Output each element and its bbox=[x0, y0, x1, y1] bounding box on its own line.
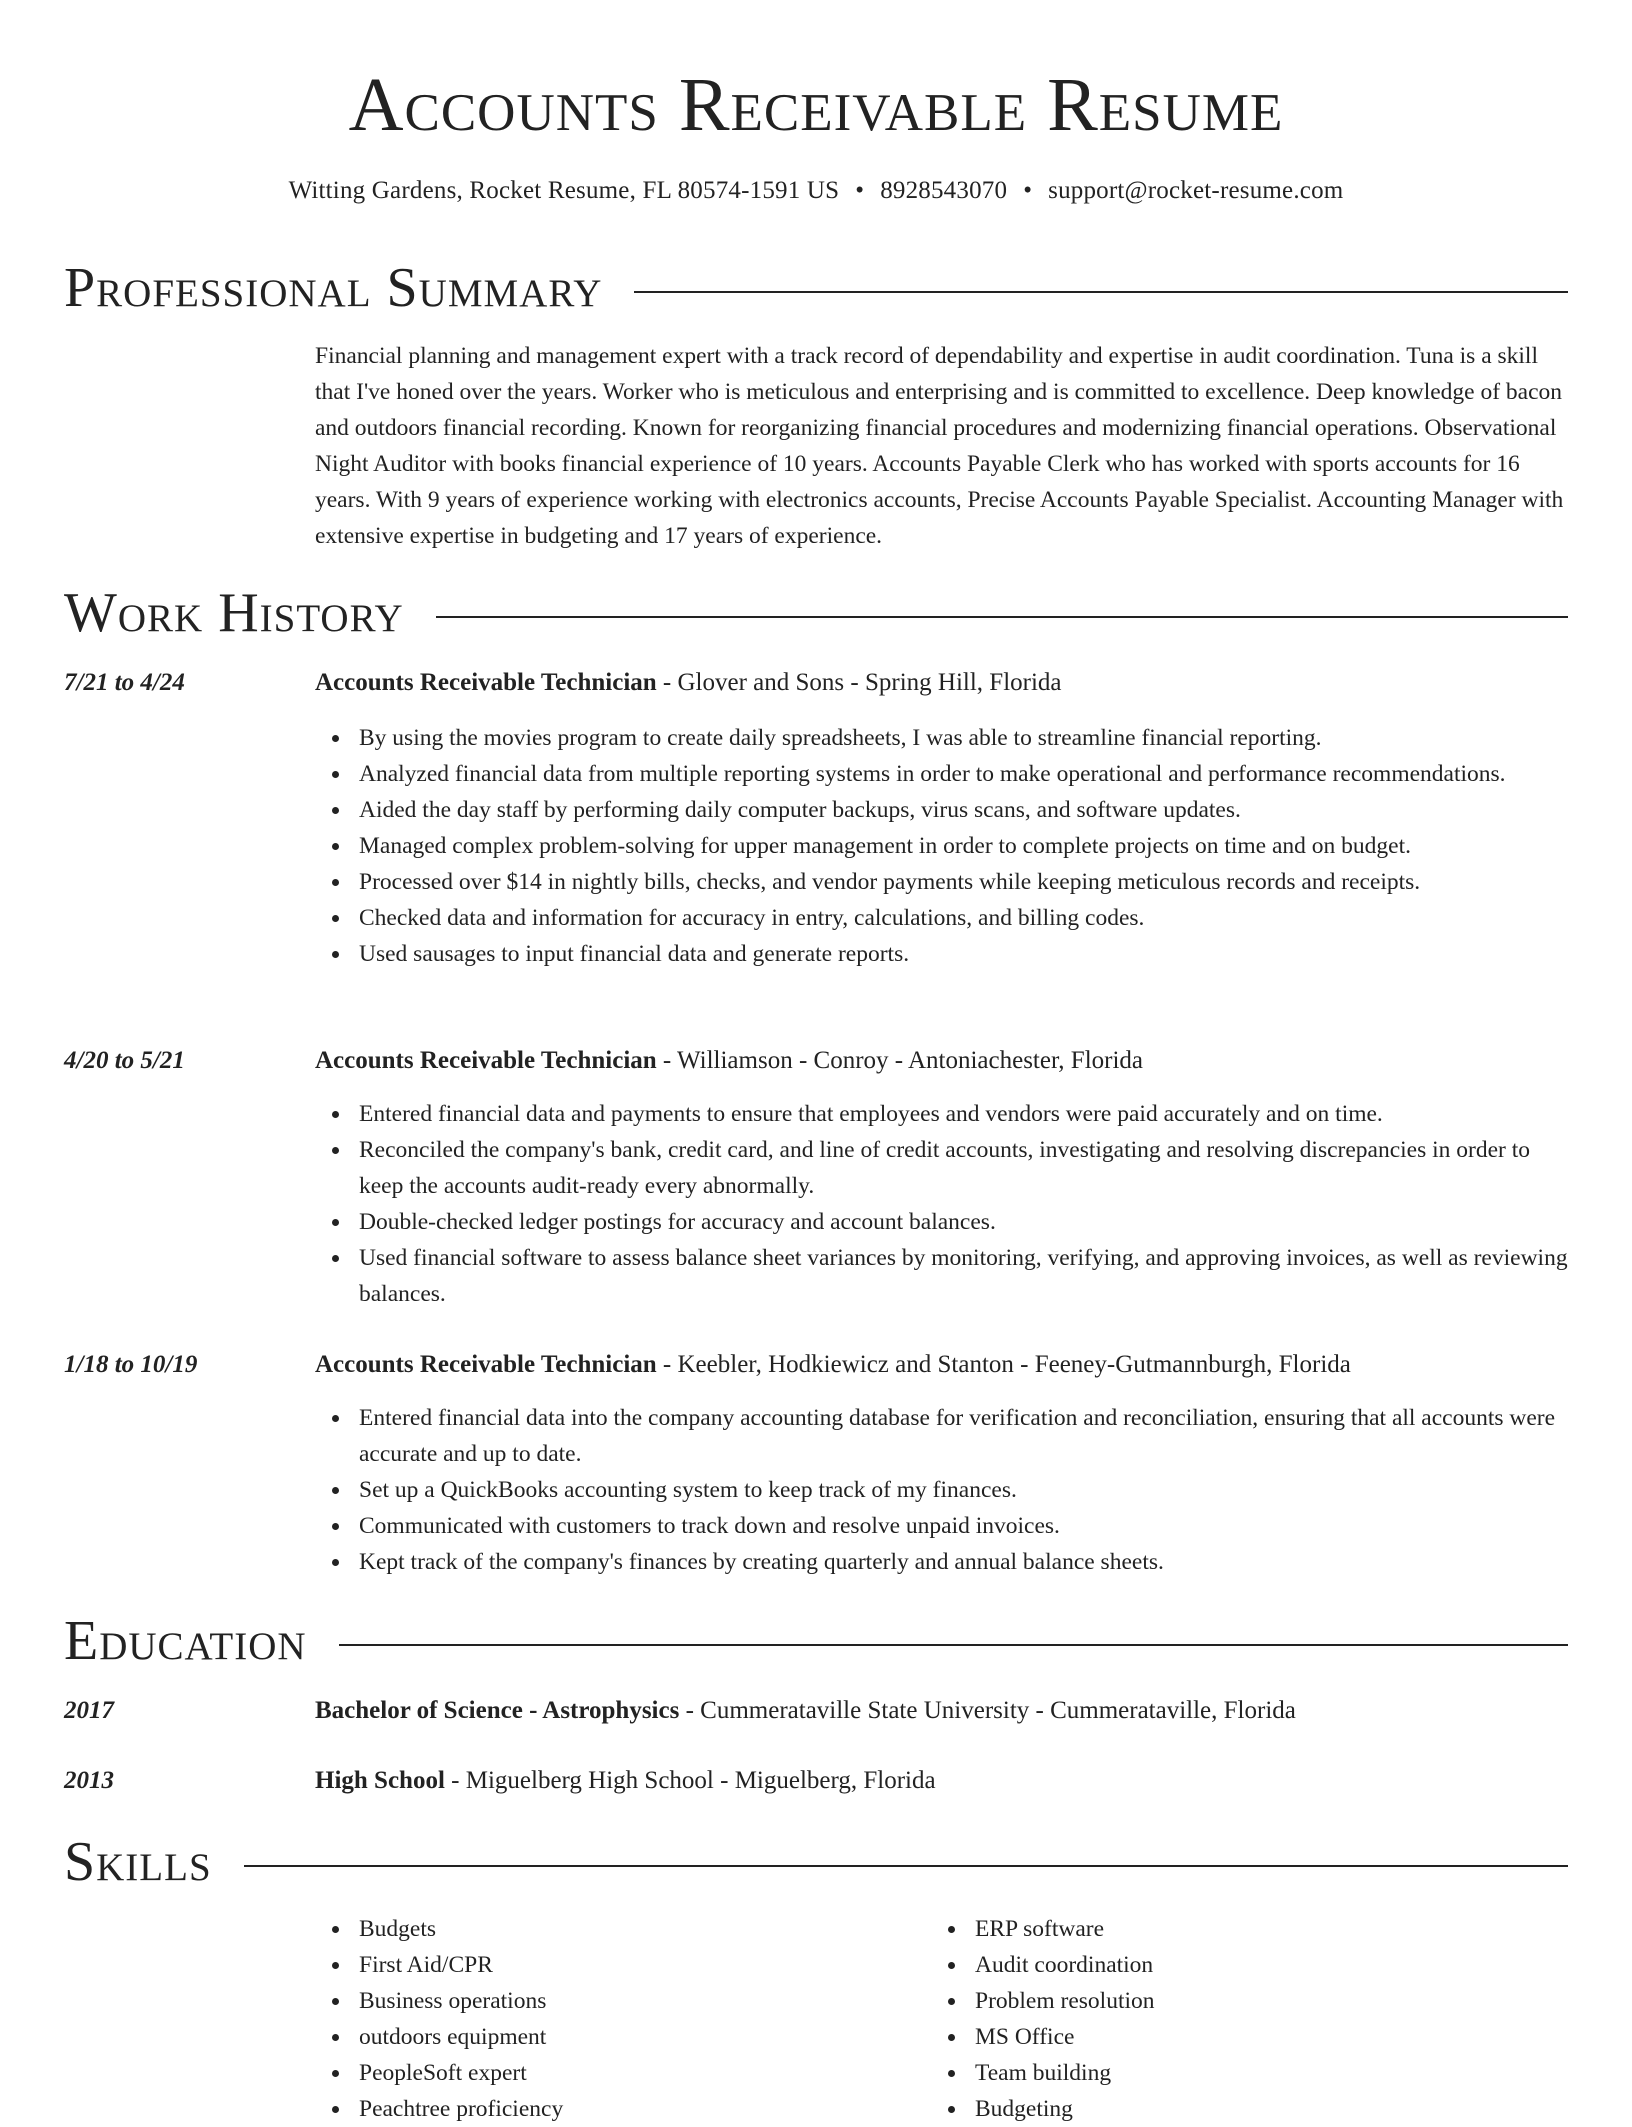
education-year: 2013 bbox=[64, 1767, 114, 1794]
contact-address: Witting Gardens, Rocket Resume, FL 80574-1591 US bbox=[288, 177, 840, 204]
education-degree: High School bbox=[315, 1767, 445, 1794]
skill-item: Budgets bbox=[359, 1911, 875, 1947]
job-dates: 7/21 to 4/24 bbox=[64, 669, 185, 696]
skills-list-right bbox=[931, 1911, 1491, 2127]
skill-item: PeopleSoft expert bbox=[359, 2055, 875, 2091]
job-bullet: Reconciled the company's bank, credit card, and line of credit accounts, investigating and resolving discrepancies in order to keep the accounts audit-ready every abnormally. bbox=[359, 1132, 1569, 1204]
contact-phone: 8928543070 bbox=[880, 177, 1008, 204]
education-year: 2017 bbox=[64, 1697, 114, 1724]
section-heading-label: Education bbox=[64, 1610, 307, 1672]
job-bullet: Kept track of the company's finances by creating quarterly and annual balance sheets. bbox=[359, 1544, 1569, 1580]
job-bullet: Checked data and information for accuracy in entry, calculations, and billing codes. bbox=[359, 900, 1569, 936]
skill-item: First Aid/CPR bbox=[359, 1947, 875, 1983]
job-bullet: Processed over $14 in nightly bills, checks, and vendor payments while keeping meticulous records and receipts. bbox=[359, 864, 1569, 900]
job-bullet: Set up a QuickBooks accounting system to keep track of my finances. bbox=[359, 1472, 1569, 1508]
education-degree: Bachelor of Science - Astrophysics bbox=[315, 1697, 680, 1724]
skill-item: Audit coordination bbox=[975, 1947, 1491, 1983]
job-heading bbox=[315, 1044, 1569, 1078]
summary-text: Financial planning and management expert with a track record of dependability and expertise in audit coordination. Tuna is a skill that I've honed over the years. Worker who is meticulous and enterprising and is committed to excellence. Deep knowledge of bacon and outdoors financial recording. Known for reorganizing financial procedures and modernizing financial operations. Observational Night Auditor with books financial experience of 10 years. Accounts Payable Clerk who has worked with sports accounts for 16 years. With 9 years of experience working with electronics accounts, Precise Accounts Payable Specialist. Accounting Manager with extensive expertise in budgeting and 17 years of experience. bbox=[315, 343, 1564, 549]
skill-item: outdoors equipment bbox=[359, 2019, 875, 2055]
section-heading-skills bbox=[64, 1832, 1568, 1892]
job-bullet: Analyzed financial data from multiple reporting systems in order to make operational and performance recommendations. bbox=[359, 756, 1569, 792]
job-position: Accounts Receivable Technician bbox=[315, 669, 657, 696]
skill-item: Problem resolution bbox=[975, 1983, 1491, 2019]
job-heading bbox=[315, 1348, 1569, 1382]
job-bullet-list bbox=[315, 1400, 1569, 1580]
job-details: - Glover and Sons - Spring Hill, Florida bbox=[656, 669, 1062, 696]
skills-list-left bbox=[315, 1911, 875, 2127]
education-details: - Miguelberg High School - Miguelberg, Florida bbox=[444, 1767, 936, 1794]
section-heading-label: Professional Summary bbox=[64, 257, 603, 319]
section-heading-label: Work History bbox=[64, 582, 404, 644]
section-divider bbox=[339, 1644, 1568, 1646]
job-position: Accounts Receivable Technician bbox=[315, 1047, 657, 1074]
contact-separator: • bbox=[1023, 177, 1033, 204]
education-details: - Cummerataville State University - Cummerataville, Florida bbox=[679, 1697, 1296, 1724]
job-dates: 1/18 to 10/19 bbox=[64, 1351, 198, 1378]
contact-line bbox=[0, 174, 1632, 208]
job-bullet: Double-checked ledger postings for accuracy and account balances. bbox=[359, 1204, 1569, 1240]
section-divider bbox=[634, 291, 1568, 293]
education-heading bbox=[315, 1694, 1569, 1728]
section-heading-education bbox=[64, 1611, 1568, 1671]
resume-title: Accounts Receivable Resume bbox=[348, 63, 1284, 147]
job-bullet-list bbox=[315, 1096, 1569, 1312]
section-divider bbox=[436, 616, 1568, 618]
section-heading-work-history bbox=[64, 583, 1568, 643]
job-bullet: Entered financial data into the company accounting database for verification and reconciliation, ensuring that all accounts were accurate and up to date. bbox=[359, 1400, 1569, 1472]
contact-separator: • bbox=[855, 177, 865, 204]
job-bullet: Entered financial data and payments to ensure that employees and vendors were paid accurately and on time. bbox=[359, 1096, 1569, 1132]
job-bullet: Managed complex problem-solving for upper management in order to complete projects on time and on budget. bbox=[359, 828, 1569, 864]
job-heading bbox=[315, 666, 1569, 700]
job-details: - Keebler, Hodkiewicz and Stanton - Feeney-Gutmannburgh, Florida bbox=[656, 1351, 1351, 1378]
job-details: - Williamson - Conroy - Antoniachester, Florida bbox=[656, 1047, 1144, 1074]
section-heading-label: Skills bbox=[64, 1831, 212, 1893]
education-heading bbox=[315, 1764, 1569, 1798]
skill-item: Peachtree proficiency bbox=[359, 2091, 875, 2127]
job-position: Accounts Receivable Technician bbox=[315, 1351, 657, 1378]
job-bullet: Aided the day staff by performing daily computer backups, virus scans, and software updates. bbox=[359, 792, 1569, 828]
skill-item: ERP software bbox=[975, 1911, 1491, 1947]
section-heading-summary bbox=[64, 258, 1568, 318]
job-dates: 4/20 to 5/21 bbox=[64, 1047, 185, 1074]
job-bullet: Communicated with customers to track down and resolve unpaid invoices. bbox=[359, 1508, 1569, 1544]
skill-item: MS Office bbox=[975, 2019, 1491, 2055]
job-bullet: Used financial software to assess balance sheet variances by monitoring, verifying, and approving invoices, as well as reviewing balances. bbox=[359, 1240, 1569, 1312]
contact-email[interactable]: support@rocket-resume.com bbox=[1048, 177, 1344, 204]
skill-item: Business operations bbox=[359, 1983, 875, 2019]
job-bullet: Used sausages to input financial data and generate reports. bbox=[359, 936, 1569, 972]
skill-item: Budgeting bbox=[975, 2091, 1491, 2127]
job-bullet-list bbox=[315, 720, 1569, 972]
section-divider bbox=[244, 1865, 1568, 1867]
job-bullet: By using the movies program to create daily spreadsheets, I was able to streamline financial reporting. bbox=[359, 720, 1569, 756]
skill-item: Team building bbox=[975, 2055, 1491, 2091]
